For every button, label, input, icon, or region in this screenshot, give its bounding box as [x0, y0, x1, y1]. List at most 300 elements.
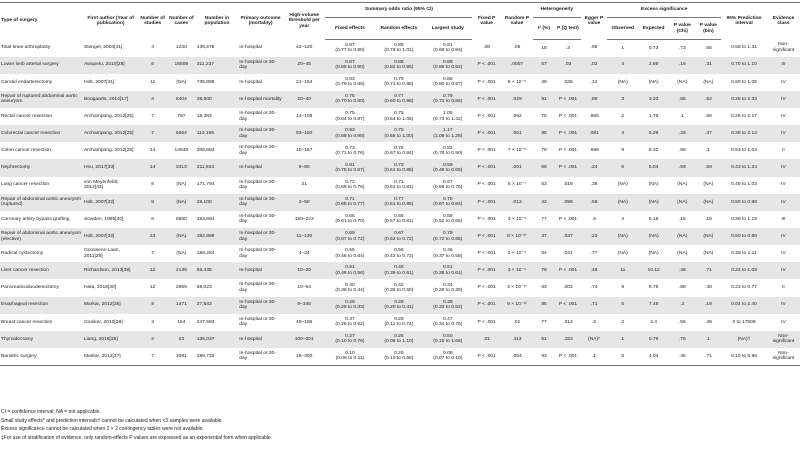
cell-random-estimate: 0.29	[394, 316, 404, 322]
cell-expected: (NA)	[648, 79, 659, 85]
cell-largest-estimate: 0.88	[443, 76, 453, 82]
cell-largest	[423, 57, 472, 74]
cell-fixed-ci: (0.46 to 0.56)	[335, 270, 365, 276]
cell-fixed-ci: (0.08 to 0.11)	[335, 356, 365, 362]
cell-studies: 6	[151, 62, 154, 68]
cell-pq: P < .001	[558, 148, 578, 154]
cell-largest-estimate: 0.47	[443, 316, 453, 322]
group-heterogeneity-header: Heterogeneity	[533, 3, 581, 18]
table-row	[0, 91, 800, 108]
cell-pchi: (NA)	[677, 250, 688, 256]
table-row	[0, 125, 800, 142]
cell-largest-ci: (0.34 to 0.76)	[433, 322, 463, 328]
col-observed-header: Observed	[607, 18, 638, 40]
table-row	[0, 262, 800, 279]
cell-egger: .5	[592, 319, 597, 325]
cell-largest-ci: (0.73 to 1.42)	[433, 116, 463, 122]
cell-largest-ci: (0.07 to 0.10)	[433, 356, 463, 362]
cell-egger: .23	[590, 233, 598, 239]
cell-random-p: .06	[513, 45, 521, 51]
cell-population: 352,888	[196, 233, 215, 239]
cell-random-p: 3 × 10⁻¹⁷	[507, 285, 527, 291]
col-evidence-header: Evidence class	[772, 15, 795, 27]
cell-fixed-ci: (0.26 to 0.52)	[335, 322, 365, 328]
cell-fixed-p: P < .001	[477, 182, 496, 188]
cell-largest-estimate: 0.78	[443, 231, 453, 237]
cell-outcome: In-hospital	[239, 165, 262, 171]
cell-outcome: In-hospital or 30-day	[239, 179, 276, 191]
cell-egger: .955	[589, 113, 599, 119]
col-pchi-header: P value (Chi)	[669, 18, 696, 40]
cell-type: Lung cancer resection	[1, 182, 50, 188]
cell-i2: 37	[541, 233, 547, 239]
cell-outcome: In-hospital	[239, 79, 262, 85]
cell-fixed-ci: (0.70 to 0.80)	[335, 99, 365, 105]
col-cases-header: Number of cases	[169, 15, 194, 27]
footnote-abbrev: CI = confidence interval; NA = not applicable.	[1, 409, 101, 415]
cell-author: Hata, 2016[30]	[83, 285, 117, 291]
cell-pred: 0.04 to 2.40	[731, 302, 757, 308]
col-expected-header: Expected	[638, 18, 669, 40]
cell-fixed-estimate: 0.40	[345, 282, 355, 288]
cell-observed: 8	[621, 148, 625, 154]
cell-egger: .77	[590, 250, 598, 256]
cell-fixed-ci: (0.85 to 0.90)	[335, 65, 365, 71]
cell-pchi: .46	[669, 348, 696, 365]
cell-egger: .86	[590, 96, 598, 102]
cell-pred: (NA)†	[737, 336, 751, 342]
cell-fixed	[325, 74, 374, 91]
cell-fixed	[325, 331, 374, 348]
cell-random-ci: (0.67 to 0.84)	[384, 150, 414, 156]
cell-fixed-p: P < .001	[477, 96, 496, 102]
cell-i2: 48	[541, 79, 547, 85]
cell-fixed	[325, 108, 374, 125]
cell-fixed-ci: (0.71 to 0.76)	[335, 150, 365, 156]
cell-egger: .02	[590, 62, 598, 68]
cell-largest-ci: (0.37 to 0.58)	[433, 253, 463, 259]
cell-pq: .3	[565, 45, 571, 51]
cell-pbin: .71	[696, 348, 722, 365]
cell-fixed-estimate: 0.55	[345, 248, 355, 254]
cell-fixed-p: P < .001	[477, 165, 496, 171]
cell-random-p: 8 × 10⁻⁵	[507, 79, 527, 85]
cell-type: Radical cystectomy	[1, 250, 44, 256]
cell-egger: .12	[590, 79, 598, 85]
cell-random	[374, 211, 423, 228]
cell-largest	[423, 40, 472, 57]
cell-random-ci: (0.61 to 0.88)	[384, 168, 414, 174]
cell-observed: 1	[621, 45, 625, 51]
table-row	[0, 331, 800, 348]
cell-pred: 0.50 to 0.80	[731, 233, 757, 239]
cell-fixed-ci: (0.10 to 0.76)	[335, 339, 365, 345]
cell-fixed-p: P < .001	[477, 319, 496, 325]
cell-random-estimate: 0.26	[394, 350, 404, 356]
cell-i2: 91	[541, 96, 547, 102]
cell-random	[374, 297, 423, 314]
cell-fixed-estimate: 0.87	[345, 59, 355, 65]
cell-i2: 63	[541, 285, 547, 291]
cell-i2: 78	[541, 268, 547, 274]
cell-type: Colorectal cancer resection	[1, 130, 61, 136]
col-random-p-header: Random P value	[504, 15, 530, 27]
cell-threshold: 14–109	[296, 113, 313, 119]
cell-observed: 4	[621, 130, 625, 136]
cell-pbin: (NA)	[703, 79, 714, 85]
cell-i2: 77	[541, 319, 547, 325]
cell-random-ci: (0.76 to 1.01)	[384, 48, 414, 54]
cell-cases: 1471	[175, 302, 187, 308]
cell-outcome: In-hospital	[239, 268, 262, 274]
table-row	[0, 348, 800, 365]
footnotes	[1, 408, 272, 442]
cell-fixed-ci: (0.64 to 0.87)	[335, 116, 365, 122]
cell-random-estimate: 0.42	[394, 282, 404, 288]
cell-fixed	[325, 40, 374, 57]
cell-egger: .24	[590, 165, 598, 171]
cell-fixed-p: P < .001	[477, 250, 496, 256]
cell-egger: .1	[581, 348, 608, 365]
cell-pred: 0.39 to 1.19	[731, 216, 757, 222]
cell-fixed-estimate: 0.27	[345, 334, 355, 340]
cell-egger: .74	[590, 285, 598, 291]
cell-pq: .002	[563, 285, 573, 291]
cell-fixed-ci: (0.61 to 0.70)	[335, 219, 365, 225]
cell-random	[374, 91, 423, 108]
cell-population: 247,593	[196, 319, 215, 325]
cell-evidence: IV	[781, 165, 786, 171]
cell-fixed-p: .01	[483, 336, 491, 342]
cell-type: Repair of abdominal aortic aneurysm (elective)	[1, 231, 81, 242]
cell-evidence: IV	[781, 319, 786, 325]
col-type-header: Type of surgery	[1, 18, 38, 24]
table-row	[0, 108, 800, 125]
cell-expected: 5.04	[648, 165, 659, 171]
col-pred-header: 95% Prediction interval	[726, 15, 762, 27]
cell-type: Breast cancer resection	[1, 319, 53, 325]
table-row	[0, 74, 800, 91]
cell-fixed-p: P < .001	[477, 113, 496, 119]
cell-pq: .098	[563, 199, 573, 205]
cell-fixed-ci: (0.36 to 0.44)	[335, 288, 365, 294]
cell-largest	[423, 91, 472, 108]
cell-largest	[423, 177, 472, 194]
cell-largest-ci: (0.29 to 0.39)	[433, 288, 463, 294]
cell-pred: 0.23 to 0.77	[731, 285, 757, 291]
cell-studies: 14	[149, 148, 156, 154]
cell-largest-ci: (1.09 to 1.26)	[433, 133, 463, 139]
cell-pchi: .26	[678, 130, 686, 136]
cell-threshold: 10–167	[296, 148, 313, 154]
cell-pq: P < .001	[558, 216, 578, 222]
cell-pbin: (NA)	[703, 182, 714, 188]
cell-threshold: 21	[301, 182, 307, 188]
cell-i2: 68	[541, 165, 547, 171]
cell-pchi: .76	[678, 336, 686, 342]
cell-author: Stengel, 2004[41]	[83, 45, 123, 51]
cell-population: 189,284	[196, 250, 215, 256]
cell-studies: 12	[149, 268, 156, 274]
cell-threshold: 21–164	[296, 79, 313, 85]
cell-outcome: In-hospital or 30-day	[239, 248, 276, 259]
cell-egger: .49	[590, 268, 598, 274]
cell-type: Repair of abdominal aortic aneurysm (ruptured)	[1, 196, 81, 208]
cell-observed: 3	[621, 96, 625, 102]
cell-cases: 2136	[175, 268, 187, 274]
cell-fixed	[325, 194, 374, 211]
footnote-stratification: ‡For use of stratification of evidence, only random-effects P values are expressed as an exponential form when applicable.	[1, 434, 273, 441]
cell-author: Richardson, 2013[38]	[83, 268, 131, 274]
cell-expected: 9.75	[648, 285, 659, 291]
cell-largest-ci: (0.67 to 0.84)	[433, 202, 463, 208]
cell-random-ci: (0.55 to 1.00)	[384, 133, 414, 139]
cell-fixed-p: P < .001	[477, 285, 496, 291]
cell-fixed-p: P < .001	[477, 199, 496, 205]
cell-random-estimate: 0.68	[394, 214, 404, 220]
cell-author: Holt, 2007[32]	[83, 199, 115, 205]
cell-pchi: (NA)	[677, 233, 688, 239]
cell-pq: .037	[563, 233, 573, 239]
cell-random	[374, 108, 423, 125]
cell-pred: 0.26 to 2.17	[731, 113, 757, 119]
cell-fixed	[325, 297, 374, 314]
cell-evidence: II	[782, 285, 785, 291]
cell-largest-ci: (0.72 to 0.86)	[433, 99, 463, 105]
cell-outcome: In-hospital or 30-day	[239, 196, 276, 208]
cell-random-p: 7 × 10⁻⁸	[507, 148, 527, 154]
cell-pbin: (NA)	[703, 199, 714, 205]
cell-author: Boogaarts, 2014[17]	[83, 96, 129, 102]
cell-observed: 1	[621, 336, 625, 342]
cell-type: Colon cancer resection	[1, 148, 52, 154]
cell-pchi: .58	[678, 285, 686, 291]
cell-egger: .71	[590, 302, 598, 308]
col-fixed-header: Fixed effects	[325, 18, 374, 40]
cell-largest	[423, 314, 472, 331]
cell-random-estimate: 0.26	[394, 334, 404, 340]
cell-observed: 2	[621, 319, 625, 325]
cell-observed: 5	[607, 348, 638, 365]
cell-pq: .041	[563, 250, 573, 256]
cell-largest-ci: (0.33 to 0.52)	[433, 305, 463, 311]
cell-random	[374, 159, 423, 176]
cell-observed: (NA)	[617, 199, 628, 205]
cell-largest	[423, 211, 472, 228]
cell-cases: 1240	[175, 45, 187, 51]
cell-type: Nephrectomy	[1, 165, 31, 171]
cell-largest	[423, 228, 472, 245]
cell-largest	[423, 108, 472, 125]
cell-fixed-ci: (0.65 to 0.77)	[335, 202, 365, 208]
cell-random-estimate: 0.75	[394, 111, 404, 117]
cell-expected: 4.04	[638, 348, 669, 365]
cell-random	[374, 177, 423, 194]
cell-author: Awopetu, 2010[28]	[83, 62, 125, 68]
cell-fixed-estimate: 0.65	[345, 214, 355, 220]
cell-random-estimate: 0.49	[394, 265, 404, 271]
cell-expected: (NA)	[648, 199, 659, 205]
cell-fixed-ci: (0.67 to 0.72)	[335, 236, 365, 242]
cell-author: Sowden, 1995[40]	[83, 216, 124, 222]
cell-fixed-p: .06	[483, 45, 491, 51]
cell-random-ci: (0.39 to 0.61)	[384, 270, 414, 276]
cell-random-estimate: 0.29	[394, 299, 404, 305]
cell-pred: 0.43 to 1.24	[731, 165, 757, 171]
cell-cases: 2669	[175, 285, 187, 291]
cell-evidence: IV	[781, 250, 786, 256]
cell-pred: 0.70 to 1.10	[731, 62, 757, 68]
cell-i2: 85	[541, 302, 547, 308]
cell-pchi: .86	[678, 148, 686, 154]
cell-fixed-ci: (0.77 to 0.98)	[335, 48, 365, 54]
cell-cases: (NA)	[176, 250, 187, 256]
cell-fixed-estimate: 0.71	[345, 196, 355, 202]
group-summary-header: Summary odds ratio (95% CI)	[325, 3, 472, 18]
cell-studies: 7	[151, 130, 154, 136]
cell-evidence: Non-significant	[767, 348, 800, 365]
cell-pbin: .55	[704, 45, 712, 51]
cell-fixed-estimate: 0.51	[345, 265, 355, 271]
cell-pred: 0.53 to 1.04	[731, 148, 757, 154]
cell-evidence: IV	[781, 233, 786, 239]
cell-threshold: 53–150	[296, 130, 313, 136]
cell-random-estimate: 0.67	[394, 231, 404, 237]
cell-random-p: .0007	[510, 62, 524, 68]
cell-expected: 7.45	[648, 302, 659, 308]
col-random-header: Random effects	[374, 18, 423, 40]
cell-studies: 14	[149, 165, 156, 171]
col-fixed-p-header: Fixed P value	[477, 15, 496, 27]
cell-outcome: In-hospital or 30-day	[238, 348, 283, 365]
cell-evidence: IV	[781, 268, 786, 274]
cell-pbin: .37	[704, 130, 712, 136]
cell-type: Carotid endarterectomy	[1, 79, 53, 85]
cell-random	[374, 331, 423, 348]
cell-fixed-estimate: 0.29	[345, 299, 355, 305]
cell-random-p: .051	[512, 130, 522, 136]
cell-largest-estimate: 0.50	[443, 334, 453, 340]
cell-fixed	[325, 211, 374, 228]
cell-studies: 23	[149, 233, 156, 239]
cell-random-p: .029	[512, 96, 522, 102]
cell-author: Archampong, 2012[25]	[83, 148, 134, 154]
cell-cases: 16509	[174, 62, 189, 68]
cell-pred: 0.26 to 2.12	[731, 130, 757, 136]
cell-fixed-ci: (0.48 to 0.64)	[335, 253, 365, 259]
cell-fixed-estimate: 0.69	[345, 231, 355, 237]
cell-egger: .58	[590, 199, 598, 205]
cell-observed: 6	[621, 302, 625, 308]
cell-pbin: .56	[704, 113, 712, 119]
cell-random-p: .01	[513, 319, 521, 325]
cell-fixed	[325, 142, 374, 159]
cell-author: von Meyenfeldt, 2012[43]	[83, 179, 119, 191]
cell-type: Lower limb arterial surgery	[1, 62, 59, 68]
cell-pred: 0.10 to 5.96	[721, 348, 767, 365]
cell-pred: 0.50 to 0.98	[731, 199, 757, 205]
cell-pchi: .16	[678, 62, 686, 68]
table-body	[0, 40, 800, 366]
cell-largest-ci: (0.38 to 0.61)	[433, 270, 463, 276]
cell-fixed-p: P < .001	[477, 130, 496, 136]
cell-random-ci: (0.20 to 0.41)	[384, 305, 414, 311]
cell-cases: (NA)	[176, 199, 187, 205]
cell-i2: 67	[541, 62, 547, 68]
cell-observed: 4	[621, 62, 625, 68]
cell-author: Gooiker, 2010[28]	[83, 319, 123, 325]
meta-analysis-table	[0, 2, 800, 366]
cell-largest-ci: (0.80 to 0.97)	[433, 82, 463, 88]
cell-pchi: (NA)	[677, 79, 688, 85]
cell-fixed	[325, 279, 374, 296]
cell-egger: (NA)*	[588, 336, 601, 342]
col-threshold-header: High-volume threshold per year	[288, 12, 320, 30]
group-excess-header: Excess significance	[607, 3, 721, 18]
cell-random-ci: (0.54 to 1.05)	[384, 116, 414, 122]
cell-pq: P < .001	[555, 348, 581, 365]
cell-studies: 7	[151, 250, 154, 256]
cell-type: Esophageal resection	[1, 302, 49, 308]
cell-expected: 0.79	[648, 336, 659, 342]
cell-largest-estimate: 0.51	[443, 265, 453, 271]
cell-largest-estimate: 0.82	[443, 145, 453, 151]
cell-random-p: 3 × 10⁻⁹	[507, 268, 527, 274]
cell-threshold: 150–223	[294, 216, 314, 222]
cell-fixed-ci: (0.26 to 0.33)	[335, 305, 365, 311]
cell-observed: (NA)	[617, 233, 628, 239]
cell-fixed	[325, 262, 374, 279]
cell-i2: 93	[533, 348, 555, 365]
cell-population: 171,794	[196, 182, 215, 188]
cell-pred: 0.28 to 1.11	[731, 250, 757, 256]
table-row	[0, 194, 800, 211]
cell-pred: 0.49 to 1.02	[731, 182, 757, 188]
cell-outcome: In-hospital	[239, 336, 262, 342]
cell-expected: (NA)	[648, 233, 659, 239]
cell-pred: 0.58 to 1.31	[731, 45, 757, 51]
cell-largest-estimate: 0.67	[443, 179, 453, 185]
cell-fixed	[325, 245, 374, 262]
cell-random-p: 8 × 10⁻²⁷	[507, 233, 527, 239]
cell-egger: .36	[590, 182, 598, 188]
cell-evidence: II	[782, 148, 785, 154]
cell-studies: 12	[149, 285, 156, 291]
cell-studies: 9	[151, 302, 154, 308]
cell-threshold: 15–300	[283, 348, 326, 365]
cell-observed: (NA)	[617, 182, 628, 188]
cell-random-ci: (0.61 to 0.95)	[384, 202, 414, 208]
cell-type: Coronary artery bypass grafting	[1, 216, 70, 222]
cell-author: Hsu, 2017[33]	[83, 165, 115, 171]
cell-i2: 78	[541, 148, 547, 154]
cell-random-estimate: 0.77	[394, 94, 404, 100]
cell-random-ci: (0.43 to 0.72)	[384, 253, 414, 259]
cell-random-p: .092	[512, 113, 522, 119]
cell-pbin: 1	[707, 336, 710, 342]
cell-pchi: (NA)	[677, 182, 688, 188]
cell-pchi: .2	[680, 302, 685, 308]
cell-random-ci: (0.82 to 0.95)	[384, 65, 414, 71]
cell-studies: 4	[151, 45, 154, 51]
cell-pq: P < .001	[558, 165, 578, 171]
cell-largest	[423, 262, 472, 279]
cell-random	[374, 57, 423, 74]
cell-cases: 5860	[175, 216, 187, 222]
cell-largest-ci: (0.49 to 0.69)	[433, 168, 463, 174]
cell-largest-ci: (0.86 to 0.92)	[433, 65, 463, 71]
cell-expected: 3.33	[648, 96, 659, 102]
